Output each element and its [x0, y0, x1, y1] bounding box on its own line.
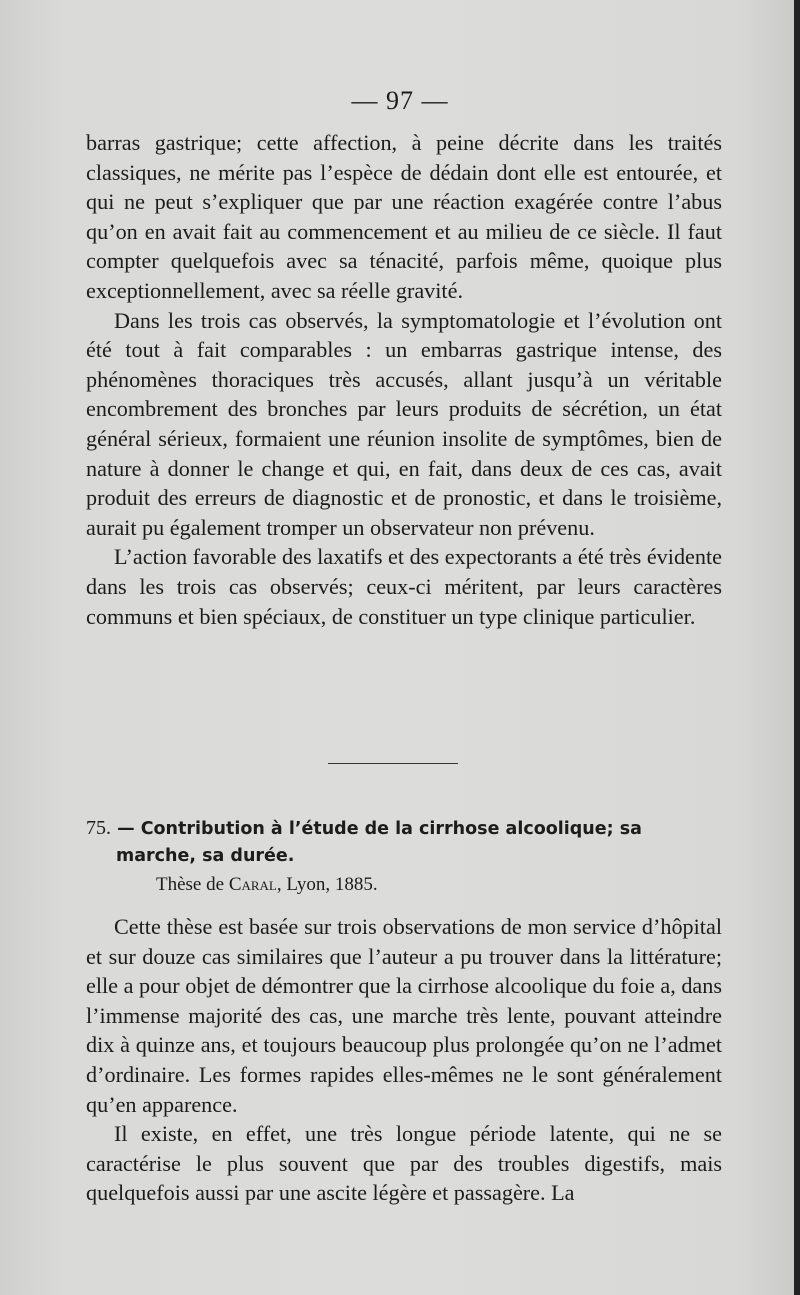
entry-dash: — — [117, 819, 135, 839]
page-edge-shadow — [794, 0, 800, 1295]
paragraph: Cette thèse est basée sur trois observations de mon service d’hôpital et sur douze cas similaires que l’auteur a pu trouver dans la littérature; elle a pour objet de démontrer que la cirrhose alcoolique du foie a, dans l’immense majorité des cas, une marche très lente, pouvant atteindre dix à quinze ans, et toujours beaucoup plus prolongée qu’on ne l’admet d’ordinaire. Les formes rapides elles-mêmes ne le sont généralement qu’en apparence. — [86, 914, 722, 1117]
paragraph: Dans les trois cas observés, la symptomatologie et l’évolution ont été tout à fait comparables : un embarras gastrique intense, des phénomènes thoraciques très accusés, allant jusqu’à un véritable encombrement des bronches par leurs produits de sécrétion, un état général sérieux, formaient une réunion insolite de symptômes, bien de nature à donner le change et qui, en fait, dans deux de ces cas, avait produit des erreurs de diagnostic et de pronostic, et dans le troisième, aurait pu également tromper un observateur non prévenu. — [86, 307, 722, 540]
entry-title-line1: Contribution à l’étude de la cirrhose alcoolique; sa — [140, 819, 642, 839]
text-block-bottom — [86, 912, 722, 1208]
section-divider — [328, 763, 458, 764]
citation-place-year: , Lyon, 1885. — [276, 874, 378, 895]
text-block-top — [86, 128, 722, 631]
paragraph: Il existe, en effet, une très longue période latente, qui ne se caractérise le plus souvent que par des troubles digestifs, mais quelquefois aussi par une ascite légère et passagère. La — [86, 1121, 722, 1206]
entry-number: 75. — [86, 817, 111, 839]
page-number: — 97 — — [351, 86, 449, 115]
paragraph: L’action favorable des laxatifs et des expectorants a été très évidente dans les trois cas observés; ceux-ci méritent, par leurs caractères communs et bien spéciaux, de constituer un type clinique particulier. — [86, 544, 722, 629]
citation-author: Caral — [228, 874, 277, 895]
entry-citation — [156, 872, 722, 898]
paragraph: barras gastrique; cette affection, à peine décrite dans les traités classiques, ne mérite pas l’espèce de dédain dont elle est entourée, et qui ne peut s’expliquer que par une réaction exagérée contre l’abus qu’on en avait fait au commencement et au milieu de ce siècle. Il faut compter quelquefois avec sa ténacité, parfois même, quoique plus exceptionnellement, avec sa réelle gravité. — [86, 130, 722, 303]
entry-title-line2: marche, sa durée. — [116, 846, 295, 866]
citation-prefix: Thèse de — [156, 874, 229, 895]
entry-title — [86, 815, 722, 870]
bibliography-entry — [86, 815, 722, 898]
